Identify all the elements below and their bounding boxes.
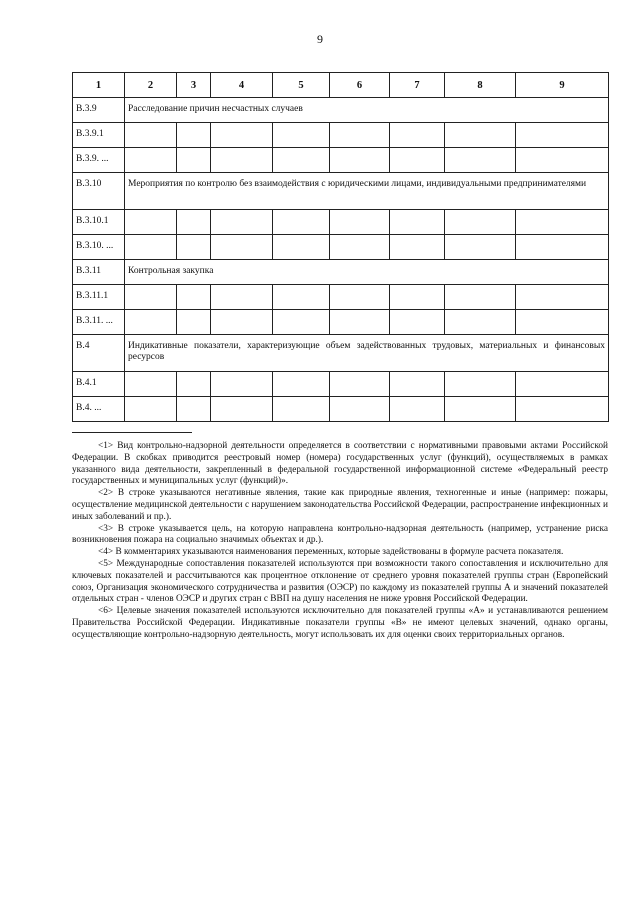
section-row xyxy=(73,260,609,285)
column-header: 9 xyxy=(516,73,609,98)
section-row xyxy=(73,173,609,210)
indicators-table xyxy=(72,72,609,422)
row-id: B.3.9.1 xyxy=(76,129,104,139)
footnote: <5> Международные сопоставления показателей используются при возможности такого сопоставления и исключительно для ключевых показателей и рассчитываются как процентное отклонение от среднего уровня показателей группы стран (Европейский союз, Организация экономического сотрудничества и развития (ОЭСР) по каждому из показателей группы А и значений показателей отдельных стран - членов ОЭСР и других стран с ВВП на душу населения не ниже уровня Российской Федерации. xyxy=(72,558,608,605)
section-row xyxy=(73,335,609,372)
row-id: B.3.9. ... xyxy=(76,154,109,164)
row-id: B.3.10 xyxy=(76,179,102,189)
footnote: <2> В строке указываются негативные явления, такие как природные явления, техногенные и иные (например: пожары, осуществление медицинской деятельности с нарушением законодательства Российской Федерации, распространение инфекционных и иных заболеваний и пр.). xyxy=(72,488,608,522)
row-id: B.3.10. ... xyxy=(76,241,114,251)
table-row xyxy=(73,210,609,235)
row-id: B.4.1 xyxy=(76,378,97,388)
column-header: 1 xyxy=(73,73,125,98)
column-header: 2 xyxy=(125,73,177,98)
section-title: Индикативные показатели, характеризующие объем задействованных трудовых, материальных и финансовых ресурсов xyxy=(128,341,605,362)
row-id: B.3.11 xyxy=(76,266,101,276)
table-row xyxy=(73,310,609,335)
section-title: Контрольная закупка xyxy=(128,266,214,276)
column-header: 3 xyxy=(177,73,211,98)
footnotes xyxy=(72,432,608,642)
table-row xyxy=(73,397,609,422)
row-id: B.4. ... xyxy=(76,403,102,413)
table-header-row xyxy=(73,73,609,98)
column-header: 4 xyxy=(211,73,273,98)
table-row xyxy=(73,372,609,397)
footnote: <4> В комментариях указываются наименования переменных, которые задействованы в формуле расчета показателя. xyxy=(98,547,564,558)
row-id: B.3.11. ... xyxy=(76,316,113,326)
column-header: 8 xyxy=(445,73,516,98)
table-row xyxy=(73,235,609,260)
column-header: 7 xyxy=(390,73,445,98)
row-id: B.3.11.1 xyxy=(76,291,109,301)
row-id: B.3.9 xyxy=(76,104,97,114)
footnote-divider xyxy=(72,432,192,433)
section-title: Расследование причин несчастных случаев xyxy=(128,104,303,114)
table-row xyxy=(73,285,609,310)
row-id: B.4 xyxy=(76,341,90,351)
section-title: Мероприятия по контролю без взаимодействия с юридическими лицами, индивидуальными предпринимателями xyxy=(128,179,587,189)
footnote: <3> В строке указывается цель, на которую направлена контрольно-надзорная деятельность (например, устранение риска возникновения пожара на социально значимых объектах и др.). xyxy=(72,523,608,546)
footnote: <1> Вид контрольно-надзорной деятельности определяется в соответствии с нормативными правовыми актами Российской Федерации. В скобках приводится реестровый номер (номера) государственных услуг (функций), осуществляемых в рамках указанного вида деятельности, закрепленный в федеральной государственной информационной системе «Федеральный реестр государственных и муниципальных услуг (функций)». xyxy=(72,441,608,487)
column-header: 5 xyxy=(273,73,330,98)
footnote: <6> Целевые значения показателей используются исключительно для показателей группы «А» и устанавливаются решением Правительства Российской Федерации. Индикативные показатели группы «В» не имеют целевых значений, однако органы, осуществляющие контрольно-надзорную деятельность, могут использовать их для оценки своих территориальных органов. xyxy=(72,606,608,640)
row-id: B.3.10.1 xyxy=(76,216,109,226)
page-number: 9 xyxy=(317,32,323,46)
table-row xyxy=(73,123,609,148)
section-row xyxy=(73,98,609,123)
table-row xyxy=(73,148,609,173)
column-header: 6 xyxy=(330,73,390,98)
